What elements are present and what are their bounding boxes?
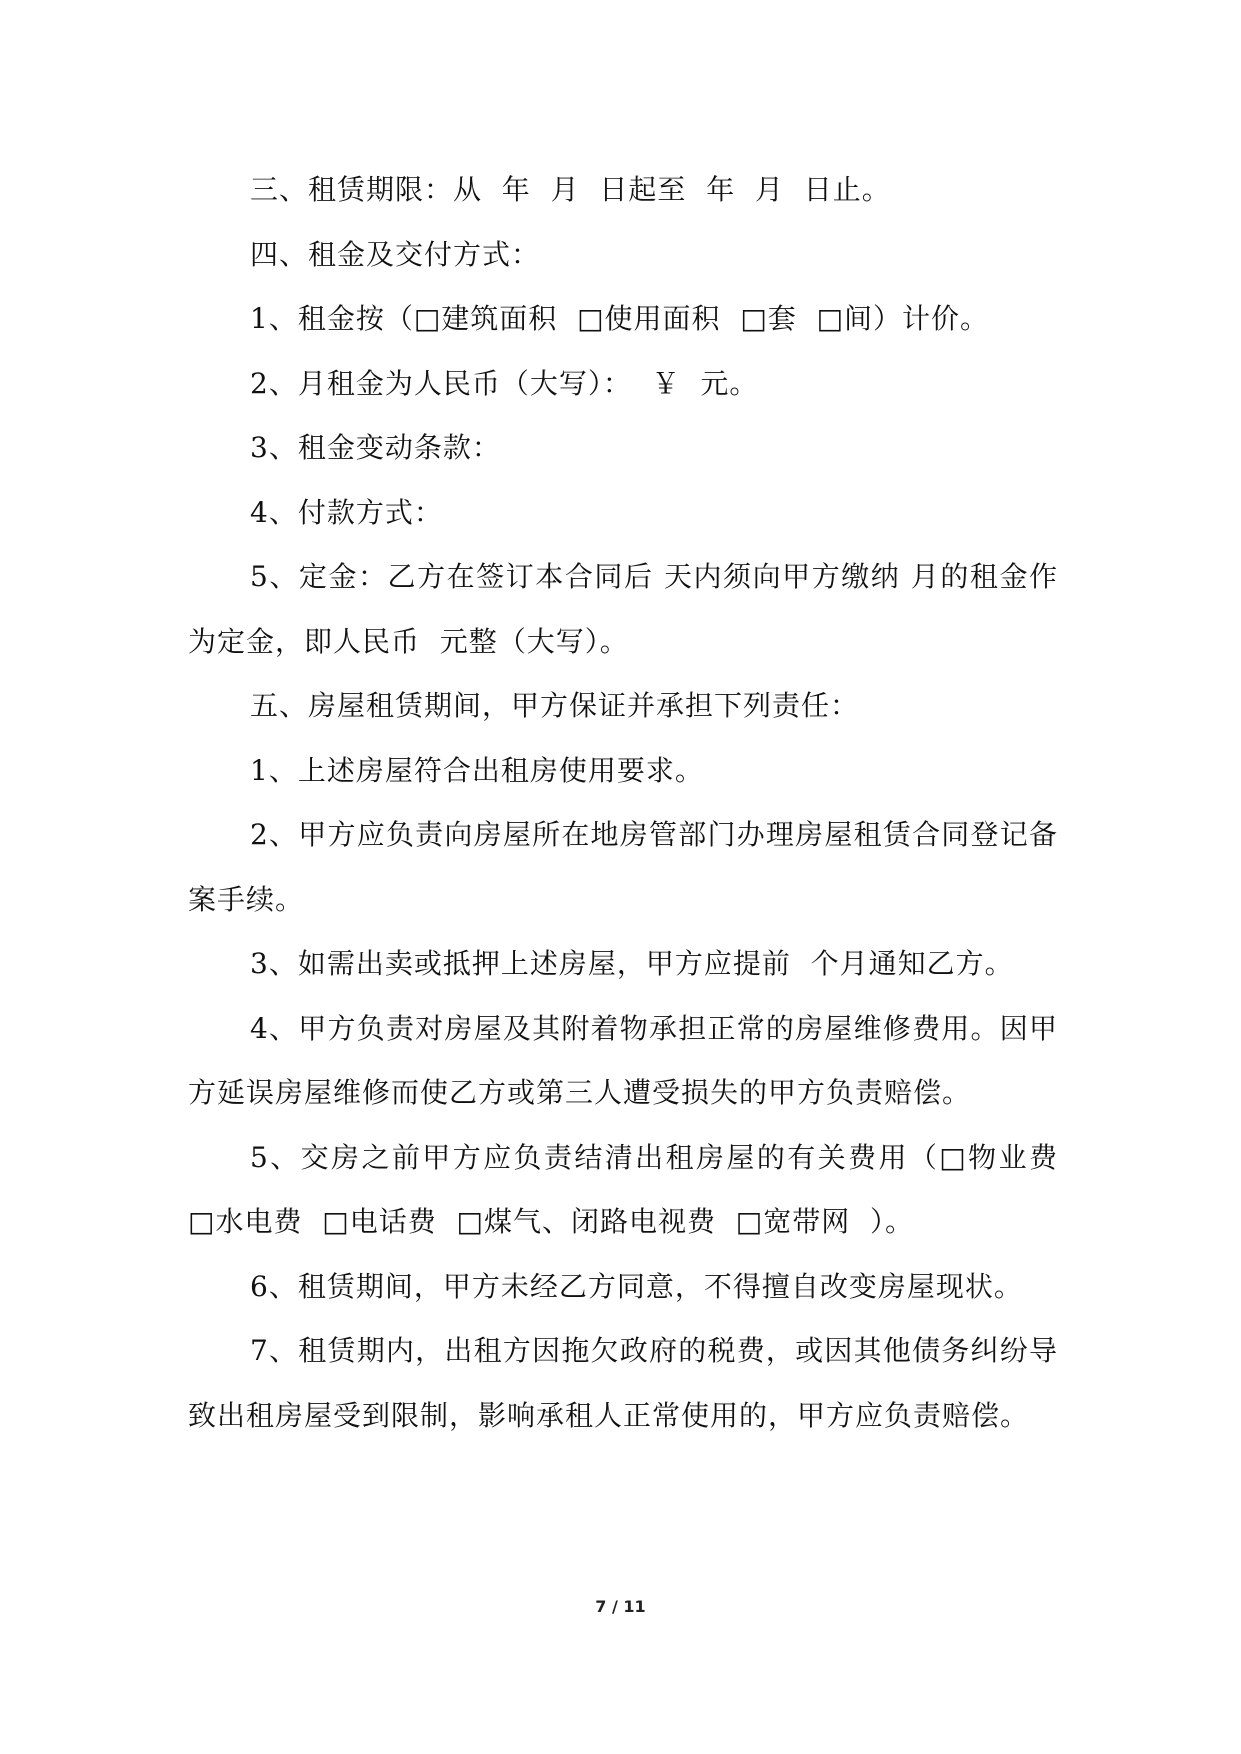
- paragraph-payment-method: 4、付款方式：: [250, 495, 443, 529]
- paragraph-duty-1: 1、上述房屋符合出租房使用要求。: [250, 753, 704, 787]
- paragraph-rent-pricing: 1、租金按（□建筑面积 □使用面积 □套 □间）计价。: [250, 302, 990, 335]
- paragraph-duty-3: 3、如需出卖或抵押上述房屋，甲方应提前 个月通知乙方。: [250, 947, 1014, 980]
- paragraph-duty-4: 4、甲方负责对房屋及其附着物承担正常的房屋维修费用。因甲方延误房屋维修而使乙方或第三人遭受损失的甲方负责赔偿。: [188, 1011, 1058, 1109]
- page-number: 7 / 11: [595, 1597, 646, 1616]
- paragraph-duty-6: 6、租赁期间，甲方未经乙方同意，不得擅自改变房屋现状。: [250, 1269, 1023, 1303]
- paragraph-monthly-rent: 2、月租金为人民币（大写）： ￥ 元。: [250, 366, 759, 400]
- paragraph-duty-7: 7、租赁期内，出租方因拖欠政府的税费，或因其他债务纠纷导致出租房屋受到限制，影响承租人正常使用的，甲方应负责赔偿。: [188, 1334, 1058, 1432]
- paragraph-duty-5: 5、交房之前甲方应负责结清出租房屋的有关费用（□物业费 □水电费 □电话费 □煤气、闭路电视费 □宽带网 ）。: [188, 1140, 1078, 1238]
- paragraph-rent-change: 3、租金变动条款：: [250, 431, 501, 464]
- paragraph-deposit: 5、定金：乙方在签订本合同后 天内须向甲方缴纳 月的租金作为定金，即人民币 元整（大写）。: [188, 560, 1058, 658]
- paragraph-landlord-duties-heading: 五、房屋租赁期间，甲方保证并承担下列责任：: [250, 689, 860, 722]
- document-body: [188, 158, 1078, 1448]
- paragraph-duty-2: 2、甲方应负责向房屋所在地房管部门办理房屋租赁合同登记备案手续。: [188, 818, 1058, 916]
- paragraph-rent-heading: 四、租金及交付方式：: [250, 237, 541, 271]
- paragraph-lease-term: 三、租赁期限：从 年 月 日起至 年 月 日止。: [250, 173, 891, 206]
